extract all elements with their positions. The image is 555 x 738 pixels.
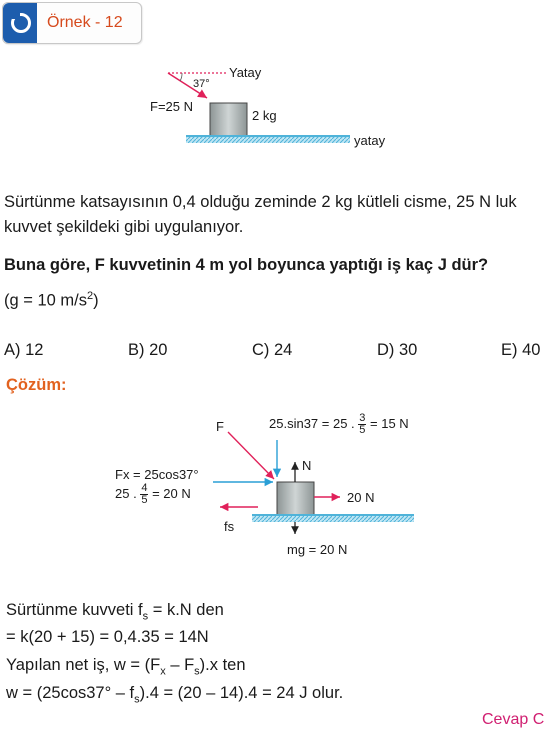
- example-header: [2, 2, 142, 44]
- right-force-label: 20 N: [347, 490, 375, 505]
- applied-force-arrow: [228, 432, 274, 479]
- gravity-note: (g = 10 $m/s^2$): [4, 290, 99, 310]
- work-line-2: = k(20 + 15) = 0,4.35 = 14N: [6, 628, 209, 646]
- ground: [186, 136, 350, 143]
- angle-label: 37°: [193, 78, 210, 90]
- solution-block: [277, 482, 314, 515]
- work-line-1: Sürtünme kuvveti $f_s = k.N$ den: [6, 601, 224, 623]
- force-label: F=25 N: [150, 99, 193, 114]
- example-title: Örnek - 12: [47, 14, 123, 31]
- mass-label: 2 kg: [252, 108, 277, 123]
- problem-figure: [0, 55, 555, 155]
- question-line-1: Sürtünme katsayısının 0,4 olduğu zeminde 2 kg kütleli cisme, 25 N luk: [4, 193, 517, 211]
- horizontal-label: Yatay: [229, 65, 262, 80]
- vertical-component-text: 25.sin37 = 25 . $\frac{3}{5}$ = 15 N: [269, 412, 409, 436]
- question-line-2: kuvvet şekildeki gibi uygulanıyor.: [4, 218, 244, 236]
- fx-line-1: Fx = 25cos37°: [115, 467, 199, 482]
- solution-ground: [252, 515, 414, 522]
- friction-label: fs: [224, 519, 235, 534]
- choice-e[interactable]: E) 40: [501, 341, 541, 359]
- floor-label: yatay: [354, 133, 386, 148]
- f-label: F: [216, 419, 224, 434]
- work-line-4: $w = (25\cos 37^\circ - f_s).4 = (20 - 14).4 = 24$ J olur.: [6, 684, 344, 706]
- choice-d[interactable]: D) 30: [377, 341, 418, 359]
- question-bold: Buna göre, F kuvvetinin 4 m yol boyunca yaptığı iş kaç J dür?: [4, 256, 489, 274]
- mass-block: [210, 103, 247, 136]
- answer-label: Cevap C: [482, 711, 545, 728]
- choice-b[interactable]: B) 20: [128, 341, 168, 359]
- header-icon-background: [3, 3, 37, 43]
- choice-c[interactable]: C) 24: [252, 341, 293, 359]
- solution-title: Çözüm:: [6, 376, 67, 394]
- angle-arc: [180, 73, 182, 81]
- fx-line-2: 25 . $\frac{4}{5}$ = 20 N: [115, 482, 191, 506]
- normal-label: N: [302, 458, 312, 473]
- work-line-3: Yapılan net iş, $w = (F_x - F_s).x$ ten: [6, 656, 246, 678]
- weight-label: mg = 20 N: [287, 542, 348, 557]
- choice-a[interactable]: A) 12: [4, 341, 44, 359]
